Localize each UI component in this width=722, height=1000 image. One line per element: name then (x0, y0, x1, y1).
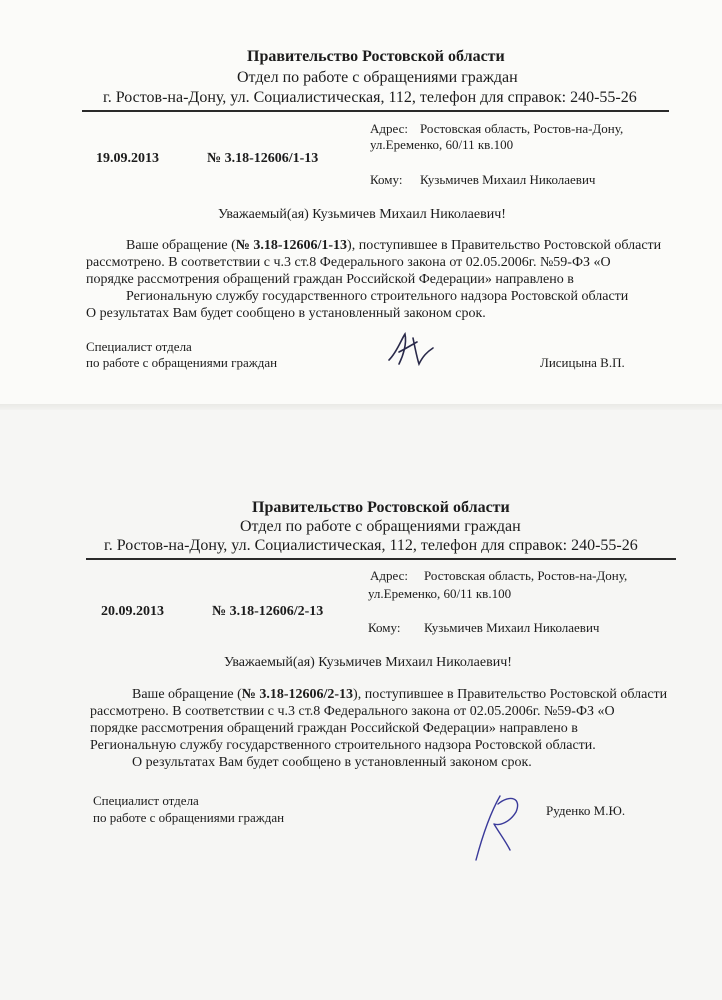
dept-title: Отдел по работе с обращениями граждан (240, 518, 521, 535)
signer-name: Лисицына В.П. (540, 355, 625, 370)
address-label: Адрес: (370, 121, 408, 136)
body-line: О результатах Вам будет сообщено в установленный законом срок. (86, 306, 486, 321)
to-value: Кузьмичев Михаил Николаевич (424, 620, 600, 635)
org-title: Правительство Ростовской области (252, 499, 510, 516)
body-line: порядке рассмотрения обращений граждан Российской Федерации» направлено в (86, 272, 574, 287)
body-number: № 3.18-12606/2-13 (241, 687, 354, 702)
header-rule (86, 558, 676, 560)
address-label: Адрес: (370, 568, 408, 583)
to-label: Кому: (370, 172, 403, 187)
to-label: Кому: (368, 620, 401, 635)
body-number: № 3.18-12606/1-13 (235, 238, 348, 253)
handwritten-signature-1 (383, 330, 437, 370)
signature-title-2: по работе с обращениями граждан (86, 355, 278, 370)
letter-body (90, 686, 690, 771)
letter-date: 20.09.2013 (101, 604, 164, 619)
address-value: Ростовская область, Ростов-на-Дону, (424, 568, 628, 583)
dept-title: Отдел по работе с обращениями граждан (237, 69, 518, 86)
letter-date: 19.09.2013 (96, 151, 159, 166)
body-line: Региональную службу государственного строительного надзора Ростовской области (126, 289, 629, 304)
org-title: Правительство Ростовской области (247, 48, 505, 65)
address-value-2: ул.Еременко, 60/11 кв.100 (370, 137, 514, 152)
header-rule (82, 110, 669, 112)
body-line: О результатах Вам будет сообщено в установленный законом срок. (132, 755, 532, 770)
letter-body (86, 237, 686, 322)
handwritten-signature-2 (470, 790, 530, 870)
org-address: г. Ростов-на-Дону, ул. Социалистическая, 112, телефон для справок: 240-55-26 (103, 89, 637, 106)
signature-title-1: Специалист отдела (93, 793, 199, 808)
letter-number: № 3.18-12606/1-13 (207, 151, 319, 166)
signer-name: Руденко М.Ю. (546, 803, 626, 818)
signature-title-1: Специалист отдела (86, 339, 192, 354)
body-line: порядке рассмотрения обращений граждан Российской Федерации» направлено в (90, 721, 578, 736)
signature-title-2: по работе с обращениями граждан (93, 810, 285, 825)
greeting: Уважаемый(ая) Кузьмичев Михаил Николаевич! (218, 207, 506, 222)
greeting: Уважаемый(ая) Кузьмичев Михаил Николаевич! (224, 655, 512, 670)
to-value: Кузьмичев Михаил Николаевич (420, 172, 596, 187)
body-text: ), поступившее в Правительство Ростовской области (353, 687, 668, 702)
org-address: г. Ростов-на-Дону, ул. Социалистическая, 112, телефон для справок: 240-55-26 (104, 537, 638, 554)
body-line: рассмотрено. В соответствии с ч.3 ст.8 Федерального закона от 02.05.2006г. №59-ФЗ «О (86, 255, 611, 270)
body-text: Ваше обращение ( (126, 238, 236, 253)
body-text: ), поступившее в Правительство Ростовской области (347, 238, 662, 253)
letter-number: № 3.18-12606/2-13 (212, 604, 324, 619)
body-text: Ваше обращение ( (132, 687, 242, 702)
body-line: Региональную службу государственного строительного надзора Ростовской области. (90, 738, 596, 753)
address-value-2: ул.Еременко, 60/11 кв.100 (368, 586, 512, 601)
address-value: Ростовская область, Ростов-на-Дону, (420, 121, 624, 136)
page-divider (0, 404, 722, 410)
body-line: рассмотрено. В соответствии с ч.3 ст.8 Федерального закона от 02.05.2006г. №59-ФЗ «О (90, 704, 615, 719)
